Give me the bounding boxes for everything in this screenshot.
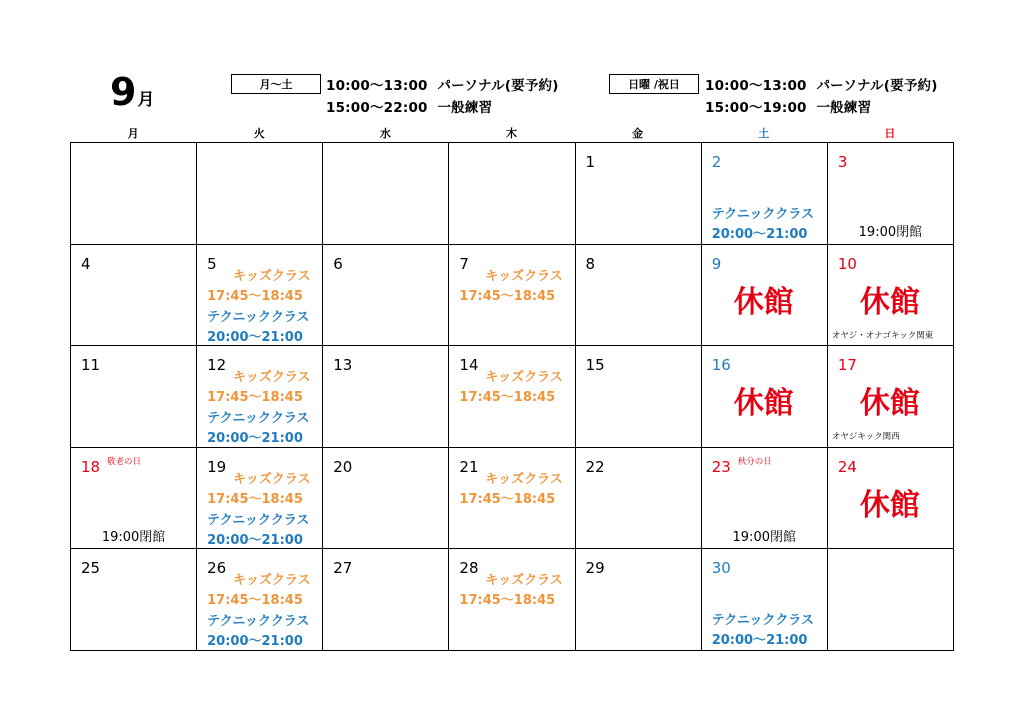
day-number: 5	[207, 254, 217, 273]
weekday-label: 水	[379, 127, 391, 140]
day-cell	[322, 345, 449, 448]
month-title	[110, 70, 154, 114]
day-cell	[448, 142, 575, 245]
month-number: 9	[110, 70, 137, 114]
day-cell	[827, 244, 954, 347]
day-number: 9	[711, 254, 722, 273]
day-number: 22	[585, 457, 605, 476]
day-number: 26	[207, 559, 227, 578]
day-number: 13	[333, 356, 353, 375]
kids-class-name: キッズクラス	[233, 471, 311, 487]
day-number: 1	[585, 153, 596, 171]
day-number: 15	[585, 356, 605, 375]
closed-label: 休館	[733, 284, 794, 320]
weekday-label: 金	[632, 127, 644, 140]
kids-class-name: キッズクラス	[485, 471, 563, 487]
day-cell	[322, 244, 449, 347]
technique-class-time: 20:00～21:00	[207, 329, 303, 345]
day-cell	[575, 142, 702, 245]
day-cell	[827, 345, 954, 448]
kids-class-name: キッズクラス	[485, 268, 563, 284]
day-number: 3	[837, 153, 848, 171]
day-number: 30	[711, 559, 731, 578]
day-number: 17	[837, 356, 857, 375]
hours-time: 10:00～13:00	[705, 78, 807, 94]
kids-class-time: 17:45～18:45	[207, 390, 303, 406]
day-number: 8	[585, 254, 596, 273]
day-cell	[448, 244, 575, 347]
day-cell	[70, 244, 197, 347]
day-cell	[827, 142, 954, 245]
day-cell	[701, 548, 828, 651]
day-number: 29	[585, 559, 605, 578]
technique-class-name: テクニッククラス	[207, 614, 310, 630]
day-number: 14	[459, 356, 479, 375]
day-cell	[448, 345, 575, 448]
technique-class-time: 20:00～21:00	[207, 634, 303, 650]
calendar-grid	[70, 142, 953, 650]
event-note: オヤジキック関西	[831, 432, 900, 443]
day-number: 24	[837, 457, 857, 476]
weekday-label: 日	[884, 127, 896, 140]
month-unit: 月	[137, 90, 155, 110]
day-number: 20	[333, 457, 353, 476]
day-cell	[827, 447, 954, 550]
weekday-label: 木	[505, 127, 517, 140]
kids-class-name: キッズクラス	[485, 370, 563, 386]
weekday-label: 火	[253, 127, 265, 140]
weekday-label: 月	[127, 127, 139, 140]
day-number: 23	[711, 457, 731, 476]
kids-class-time: 17:45～18:45	[459, 390, 556, 406]
day-number: 18	[81, 457, 101, 476]
event-note: オヤジ・オナゴキック関東	[831, 330, 934, 341]
day-number: 21	[459, 457, 479, 476]
day-cell	[196, 142, 323, 245]
hours-time: 10:00～13:00	[326, 78, 428, 94]
day-cell	[196, 244, 323, 347]
kids-class-time: 17:45～18:45	[459, 288, 556, 304]
closed-label: 休館	[859, 386, 920, 422]
hours-time: 15:00～22:00	[326, 100, 428, 116]
holiday-name: 秋分の日	[737, 456, 772, 467]
kids-class-name: キッズクラス	[233, 370, 311, 386]
kids-class-time: 17:45～18:45	[207, 288, 303, 304]
technique-class-name: テクニッククラス	[207, 411, 310, 427]
technique-class-time: 20:00～21:00	[207, 431, 303, 447]
technique-class-name: テクニッククラス	[711, 207, 814, 222]
day-cell	[70, 345, 197, 448]
hours-desc: 一般練習	[437, 100, 493, 116]
hours-desc: パーソナル(要予約)	[816, 78, 938, 94]
day-number: 27	[333, 559, 353, 578]
weekday-label: 土	[758, 127, 770, 140]
hours-holiday-line-1	[705, 74, 938, 94]
hours-time: 15:00～19:00	[705, 100, 807, 116]
kids-class-time: 17:45～18:45	[207, 593, 303, 609]
hours-weekday-line-1	[326, 74, 559, 94]
day-cell	[448, 548, 575, 651]
day-cell	[196, 345, 323, 448]
hours-desc: 一般練習	[816, 100, 872, 116]
day-cell	[322, 548, 449, 651]
day-cell	[575, 244, 702, 347]
day-cell	[701, 244, 828, 347]
day-cell	[701, 142, 828, 245]
hours-label-weekday: 月～土	[231, 74, 321, 94]
day-cell	[322, 447, 449, 550]
technique-class-time: 20:00～21:00	[711, 633, 808, 649]
day-number: 28	[459, 559, 479, 578]
day-cell	[70, 548, 197, 651]
holiday-name: 敬老の日	[107, 456, 142, 467]
day-number: 7	[459, 254, 469, 273]
day-number: 12	[207, 356, 227, 375]
day-number: 16	[711, 356, 731, 375]
technique-class-time: 20:00～21:00	[711, 227, 808, 242]
hours-weekday-line-2	[326, 96, 492, 116]
early-close-note: 19:00閉館	[858, 225, 923, 240]
day-number: 2	[711, 153, 722, 171]
day-cell	[322, 142, 449, 245]
day-cell	[70, 447, 197, 550]
day-cell	[575, 447, 702, 550]
day-cell	[575, 548, 702, 651]
day-number: 19	[207, 457, 227, 476]
early-close-note: 19:00閉館	[732, 529, 796, 545]
technique-class-name: テクニッククラス	[711, 613, 814, 629]
closed-label: 休館	[733, 386, 794, 422]
day-cell	[701, 447, 828, 550]
technique-class-name: テクニッククラス	[207, 512, 310, 528]
day-number: 6	[333, 254, 343, 273]
day-cell	[196, 447, 323, 550]
kids-class-name: キッズクラス	[233, 268, 311, 284]
technique-class-name: テクニッククラス	[207, 309, 310, 325]
day-number: 4	[81, 254, 91, 273]
day-cell	[70, 142, 197, 245]
technique-class-time: 20:00～21:00	[207, 532, 303, 548]
day-number: 25	[81, 559, 101, 578]
day-number: 11	[81, 356, 101, 375]
kids-class-time: 17:45～18:45	[207, 491, 303, 507]
hours-label-holiday: 日曜 /祝日	[609, 74, 699, 94]
hours-holiday-line-2	[705, 96, 871, 116]
day-cell	[827, 548, 954, 651]
kids-class-time: 17:45～18:45	[459, 593, 556, 609]
day-cell	[575, 345, 702, 448]
day-cell	[701, 345, 828, 448]
day-number: 10	[837, 254, 857, 273]
early-close-note: 19:00閉館	[101, 529, 166, 545]
day-cell	[448, 447, 575, 550]
day-cell	[196, 548, 323, 651]
kids-class-name: キッズクラス	[485, 573, 563, 589]
closed-label: 休館	[859, 487, 920, 523]
closed-label: 休館	[859, 284, 920, 320]
kids-class-name: キッズクラス	[233, 573, 311, 589]
hours-desc: パーソナル(要予約)	[437, 78, 559, 94]
kids-class-time: 17:45～18:45	[459, 491, 556, 507]
